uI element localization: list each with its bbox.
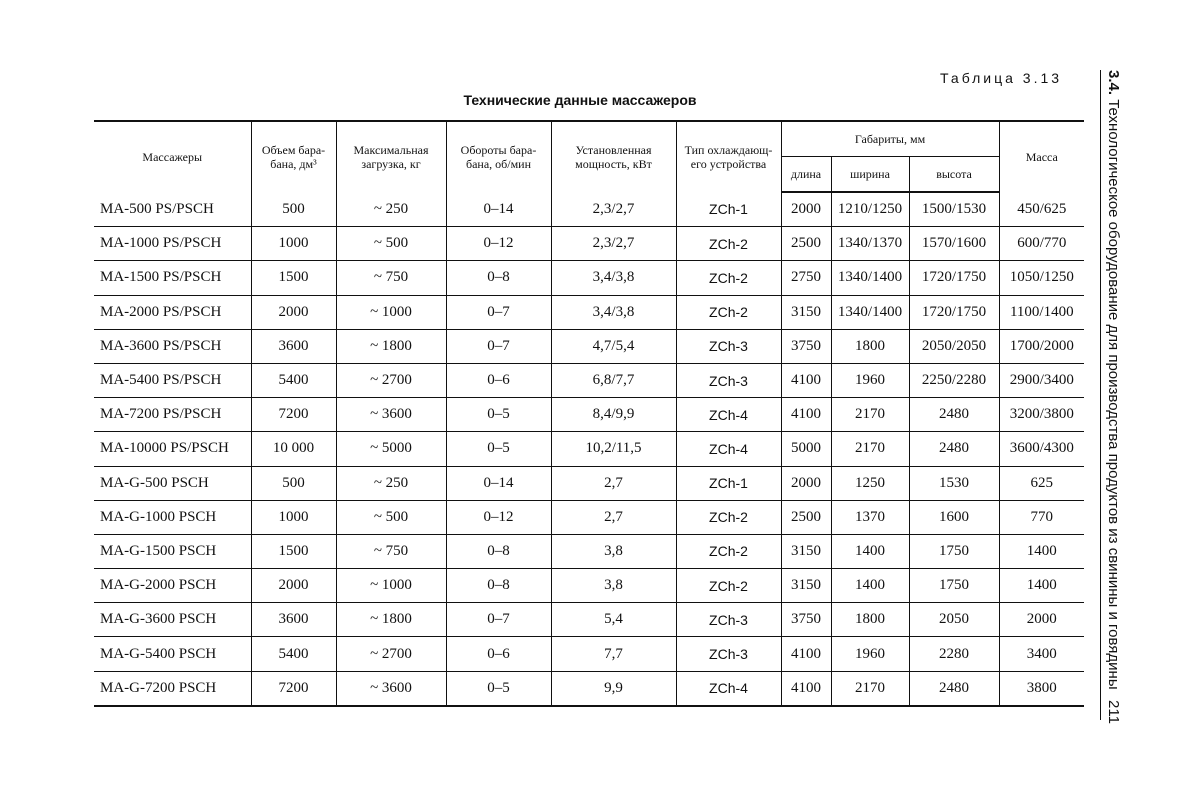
cell-volume: 2000: [251, 295, 336, 329]
cell-width: 1800: [831, 603, 909, 637]
cell-height: 1720/1750: [909, 295, 999, 329]
cell-cooling: ZCh-3: [676, 637, 781, 671]
cell-model: MA-3600 PS/PSCH: [94, 329, 251, 363]
cell-model: MA-5400 PS/PSCH: [94, 363, 251, 397]
header-model: Массажеры: [94, 121, 251, 192]
cell-mass: 1700/2000: [999, 329, 1084, 363]
cell-length: 3750: [781, 329, 831, 363]
cell-load: ~ 3600: [336, 671, 446, 706]
cell-speed: 0–5: [446, 398, 551, 432]
table-row: [94, 363, 1084, 397]
header-cooling: Тип охлаждающ-его устройства: [676, 121, 781, 192]
cell-mass: 450/625: [999, 192, 1084, 227]
cell-width: 1370: [831, 500, 909, 534]
cell-model: MA-10000 PS/PSCH: [94, 432, 251, 466]
cell-mass: 1100/1400: [999, 295, 1084, 329]
cell-height: 2480: [909, 671, 999, 706]
cell-power: 4,7/5,4: [551, 329, 676, 363]
table-row: [94, 671, 1084, 706]
table-row: [94, 227, 1084, 261]
cell-length: 2750: [781, 261, 831, 295]
cell-width: 1400: [831, 569, 909, 603]
cell-volume: 5400: [251, 637, 336, 671]
cell-volume: 1000: [251, 227, 336, 261]
cell-speed: 0–5: [446, 432, 551, 466]
cell-mass: 625: [999, 466, 1084, 500]
cell-power: 9,9: [551, 671, 676, 706]
table-row: [94, 398, 1084, 432]
table-row: [94, 432, 1084, 466]
cell-height: 1530: [909, 466, 999, 500]
cell-length: 2500: [781, 500, 831, 534]
section-title-text: Технологическое оборудование для производства продуктов из свинины и говядины: [1105, 99, 1122, 690]
cell-mass: 1400: [999, 534, 1084, 568]
cell-height: 1570/1600: [909, 227, 999, 261]
cell-speed: 0–5: [446, 671, 551, 706]
cell-load: ~ 1000: [336, 569, 446, 603]
cell-load: ~ 500: [336, 227, 446, 261]
cell-height: 1750: [909, 569, 999, 603]
cell-cooling: ZCh-3: [676, 329, 781, 363]
cell-width: 1340/1400: [831, 261, 909, 295]
cell-speed: 0–8: [446, 569, 551, 603]
cell-speed: 0–7: [446, 603, 551, 637]
cell-power: 2,7: [551, 500, 676, 534]
header-row: [94, 121, 1084, 157]
cell-load: ~ 2700: [336, 637, 446, 671]
table-row: [94, 329, 1084, 363]
cell-volume: 1000: [251, 500, 336, 534]
cell-volume: 1500: [251, 261, 336, 295]
cell-width: 1340/1370: [831, 227, 909, 261]
cell-power: 3,8: [551, 569, 676, 603]
section-title: [1105, 70, 1122, 690]
cell-height: 2250/2280: [909, 363, 999, 397]
cell-model: MA-G-5400 PSCH: [94, 637, 251, 671]
cell-width: 1210/1250: [831, 192, 909, 227]
cell-height: 1750: [909, 534, 999, 568]
cell-mass: 3200/3800: [999, 398, 1084, 432]
cell-speed: 0–7: [446, 329, 551, 363]
cell-length: 5000: [781, 432, 831, 466]
header-height: высота: [909, 157, 999, 193]
cell-load: ~ 750: [336, 261, 446, 295]
page-number: 211: [1105, 700, 1122, 724]
cell-height: 2050/2050: [909, 329, 999, 363]
cell-cooling: ZCh-2: [676, 261, 781, 295]
cell-width: 1800: [831, 329, 909, 363]
cell-width: 1340/1400: [831, 295, 909, 329]
table-title: Технические данные массажеров: [463, 92, 697, 108]
cell-model: MA-500 PS/PSCH: [94, 192, 251, 227]
cell-model: MA-G-2000 PSCH: [94, 569, 251, 603]
cell-model: MA-G-1000 PSCH: [94, 500, 251, 534]
cell-speed: 0–8: [446, 261, 551, 295]
cell-mass: 2900/3400: [999, 363, 1084, 397]
running-head: [1100, 70, 1125, 724]
header-power: Установленная мощность, кВт: [551, 121, 676, 192]
cell-height: 1720/1750: [909, 261, 999, 295]
cell-power: 2,3/2,7: [551, 227, 676, 261]
cell-speed: 0–6: [446, 363, 551, 397]
cell-power: 6,8/7,7: [551, 363, 676, 397]
cell-height: 2050: [909, 603, 999, 637]
cell-length: 3150: [781, 569, 831, 603]
cell-model: MA-G-500 PSCH: [94, 466, 251, 500]
table-number: Таблица 3.13: [940, 70, 1063, 86]
cell-volume: 7200: [251, 398, 336, 432]
cell-height: 2480: [909, 398, 999, 432]
table-row: [94, 295, 1084, 329]
cell-volume: 1500: [251, 534, 336, 568]
cell-width: 1400: [831, 534, 909, 568]
cell-cooling: ZCh-2: [676, 534, 781, 568]
cell-volume: 10 000: [251, 432, 336, 466]
table-row: [94, 261, 1084, 295]
table-row: [94, 637, 1084, 671]
cell-load: ~ 3600: [336, 398, 446, 432]
cell-mass: 3800: [999, 671, 1084, 706]
cell-load: ~ 2700: [336, 363, 446, 397]
cell-power: 2,3/2,7: [551, 192, 676, 227]
cell-height: 2280: [909, 637, 999, 671]
cell-mass: 770: [999, 500, 1084, 534]
table-row: [94, 603, 1084, 637]
cell-width: 1960: [831, 363, 909, 397]
table-row: [94, 569, 1084, 603]
header-length: длина: [781, 157, 831, 193]
cell-volume: 5400: [251, 363, 336, 397]
cell-mass: 600/770: [999, 227, 1084, 261]
cell-volume: 3600: [251, 603, 336, 637]
cell-volume: 500: [251, 192, 336, 227]
header-load: Максимальная загрузка, кг: [336, 121, 446, 192]
cell-length: 4100: [781, 398, 831, 432]
cell-power: 2,7: [551, 466, 676, 500]
cell-length: 4100: [781, 671, 831, 706]
cell-load: ~ 1000: [336, 295, 446, 329]
cell-cooling: ZCh-4: [676, 671, 781, 706]
cell-load: ~ 1800: [336, 329, 446, 363]
cell-speed: 0–12: [446, 500, 551, 534]
header-width: ширина: [831, 157, 909, 193]
cell-length: 2500: [781, 227, 831, 261]
cell-model: MA-G-3600 PSCH: [94, 603, 251, 637]
cell-volume: 3600: [251, 329, 336, 363]
cell-speed: 0–6: [446, 637, 551, 671]
cell-length: 4100: [781, 637, 831, 671]
cell-model: MA-2000 PS/PSCH: [94, 295, 251, 329]
cell-power: 3,8: [551, 534, 676, 568]
cell-volume: 2000: [251, 569, 336, 603]
cell-power: 7,7: [551, 637, 676, 671]
cell-width: 2170: [831, 432, 909, 466]
cell-mass: 1050/1250: [999, 261, 1084, 295]
cell-cooling: ZCh-4: [676, 432, 781, 466]
cell-power: 10,2/11,5: [551, 432, 676, 466]
cell-mass: 2000: [999, 603, 1084, 637]
cell-model: MA-7200 PS/PSCH: [94, 398, 251, 432]
table-row: [94, 466, 1084, 500]
cell-height: 2480: [909, 432, 999, 466]
cell-cooling: ZCh-3: [676, 363, 781, 397]
cell-speed: 0–14: [446, 466, 551, 500]
cell-load: ~ 500: [336, 500, 446, 534]
header-speed: Обороты бара-бана, об/мин: [446, 121, 551, 192]
cell-load: ~ 5000: [336, 432, 446, 466]
cell-cooling: ZCh-4: [676, 398, 781, 432]
cell-power: 8,4/9,9: [551, 398, 676, 432]
cell-speed: 0–7: [446, 295, 551, 329]
cell-length: 2000: [781, 192, 831, 227]
cell-width: 1250: [831, 466, 909, 500]
technical-data-table: [94, 120, 1084, 707]
cell-model: MA-1000 PS/PSCH: [94, 227, 251, 261]
table-row: [94, 500, 1084, 534]
cell-model: MA-1500 PS/PSCH: [94, 261, 251, 295]
header-dimensions: Габариты, мм: [781, 121, 999, 157]
cell-length: 2000: [781, 466, 831, 500]
cell-volume: 500: [251, 466, 336, 500]
table-row: [94, 534, 1084, 568]
cell-load: ~ 1800: [336, 603, 446, 637]
table-body: [94, 192, 1084, 706]
cell-mass: 3600/4300: [999, 432, 1084, 466]
cell-power: 3,4/3,8: [551, 261, 676, 295]
table-row: [94, 192, 1084, 227]
cell-height: 1600: [909, 500, 999, 534]
cell-power: 3,4/3,8: [551, 295, 676, 329]
cell-length: 3150: [781, 534, 831, 568]
cell-volume: 7200: [251, 671, 336, 706]
section-number: 3.4.: [1105, 70, 1122, 96]
cell-length: 3150: [781, 295, 831, 329]
cell-length: 3750: [781, 603, 831, 637]
cell-height: 1500/1530: [909, 192, 999, 227]
cell-width: 2170: [831, 398, 909, 432]
header-volume: Объем бара-бана, дм³: [251, 121, 336, 192]
cell-width: 2170: [831, 671, 909, 706]
cell-cooling: ZCh-2: [676, 227, 781, 261]
cell-speed: 0–12: [446, 227, 551, 261]
cell-load: ~ 250: [336, 192, 446, 227]
cell-width: 1960: [831, 637, 909, 671]
cell-cooling: ZCh-2: [676, 295, 781, 329]
header-mass: Масса: [999, 121, 1084, 192]
cell-cooling: ZCh-3: [676, 603, 781, 637]
cell-load: ~ 750: [336, 534, 446, 568]
cell-mass: 3400: [999, 637, 1084, 671]
cell-model: MA-G-7200 PSCH: [94, 671, 251, 706]
cell-load: ~ 250: [336, 466, 446, 500]
cell-cooling: ZCh-2: [676, 500, 781, 534]
cell-cooling: ZCh-1: [676, 466, 781, 500]
cell-power: 5,4: [551, 603, 676, 637]
cell-model: MA-G-1500 PSCH: [94, 534, 251, 568]
cell-speed: 0–14: [446, 192, 551, 227]
cell-mass: 1400: [999, 569, 1084, 603]
cell-length: 4100: [781, 363, 831, 397]
cell-speed: 0–8: [446, 534, 551, 568]
cell-cooling: ZCh-2: [676, 569, 781, 603]
cell-cooling: ZCh-1: [676, 192, 781, 227]
